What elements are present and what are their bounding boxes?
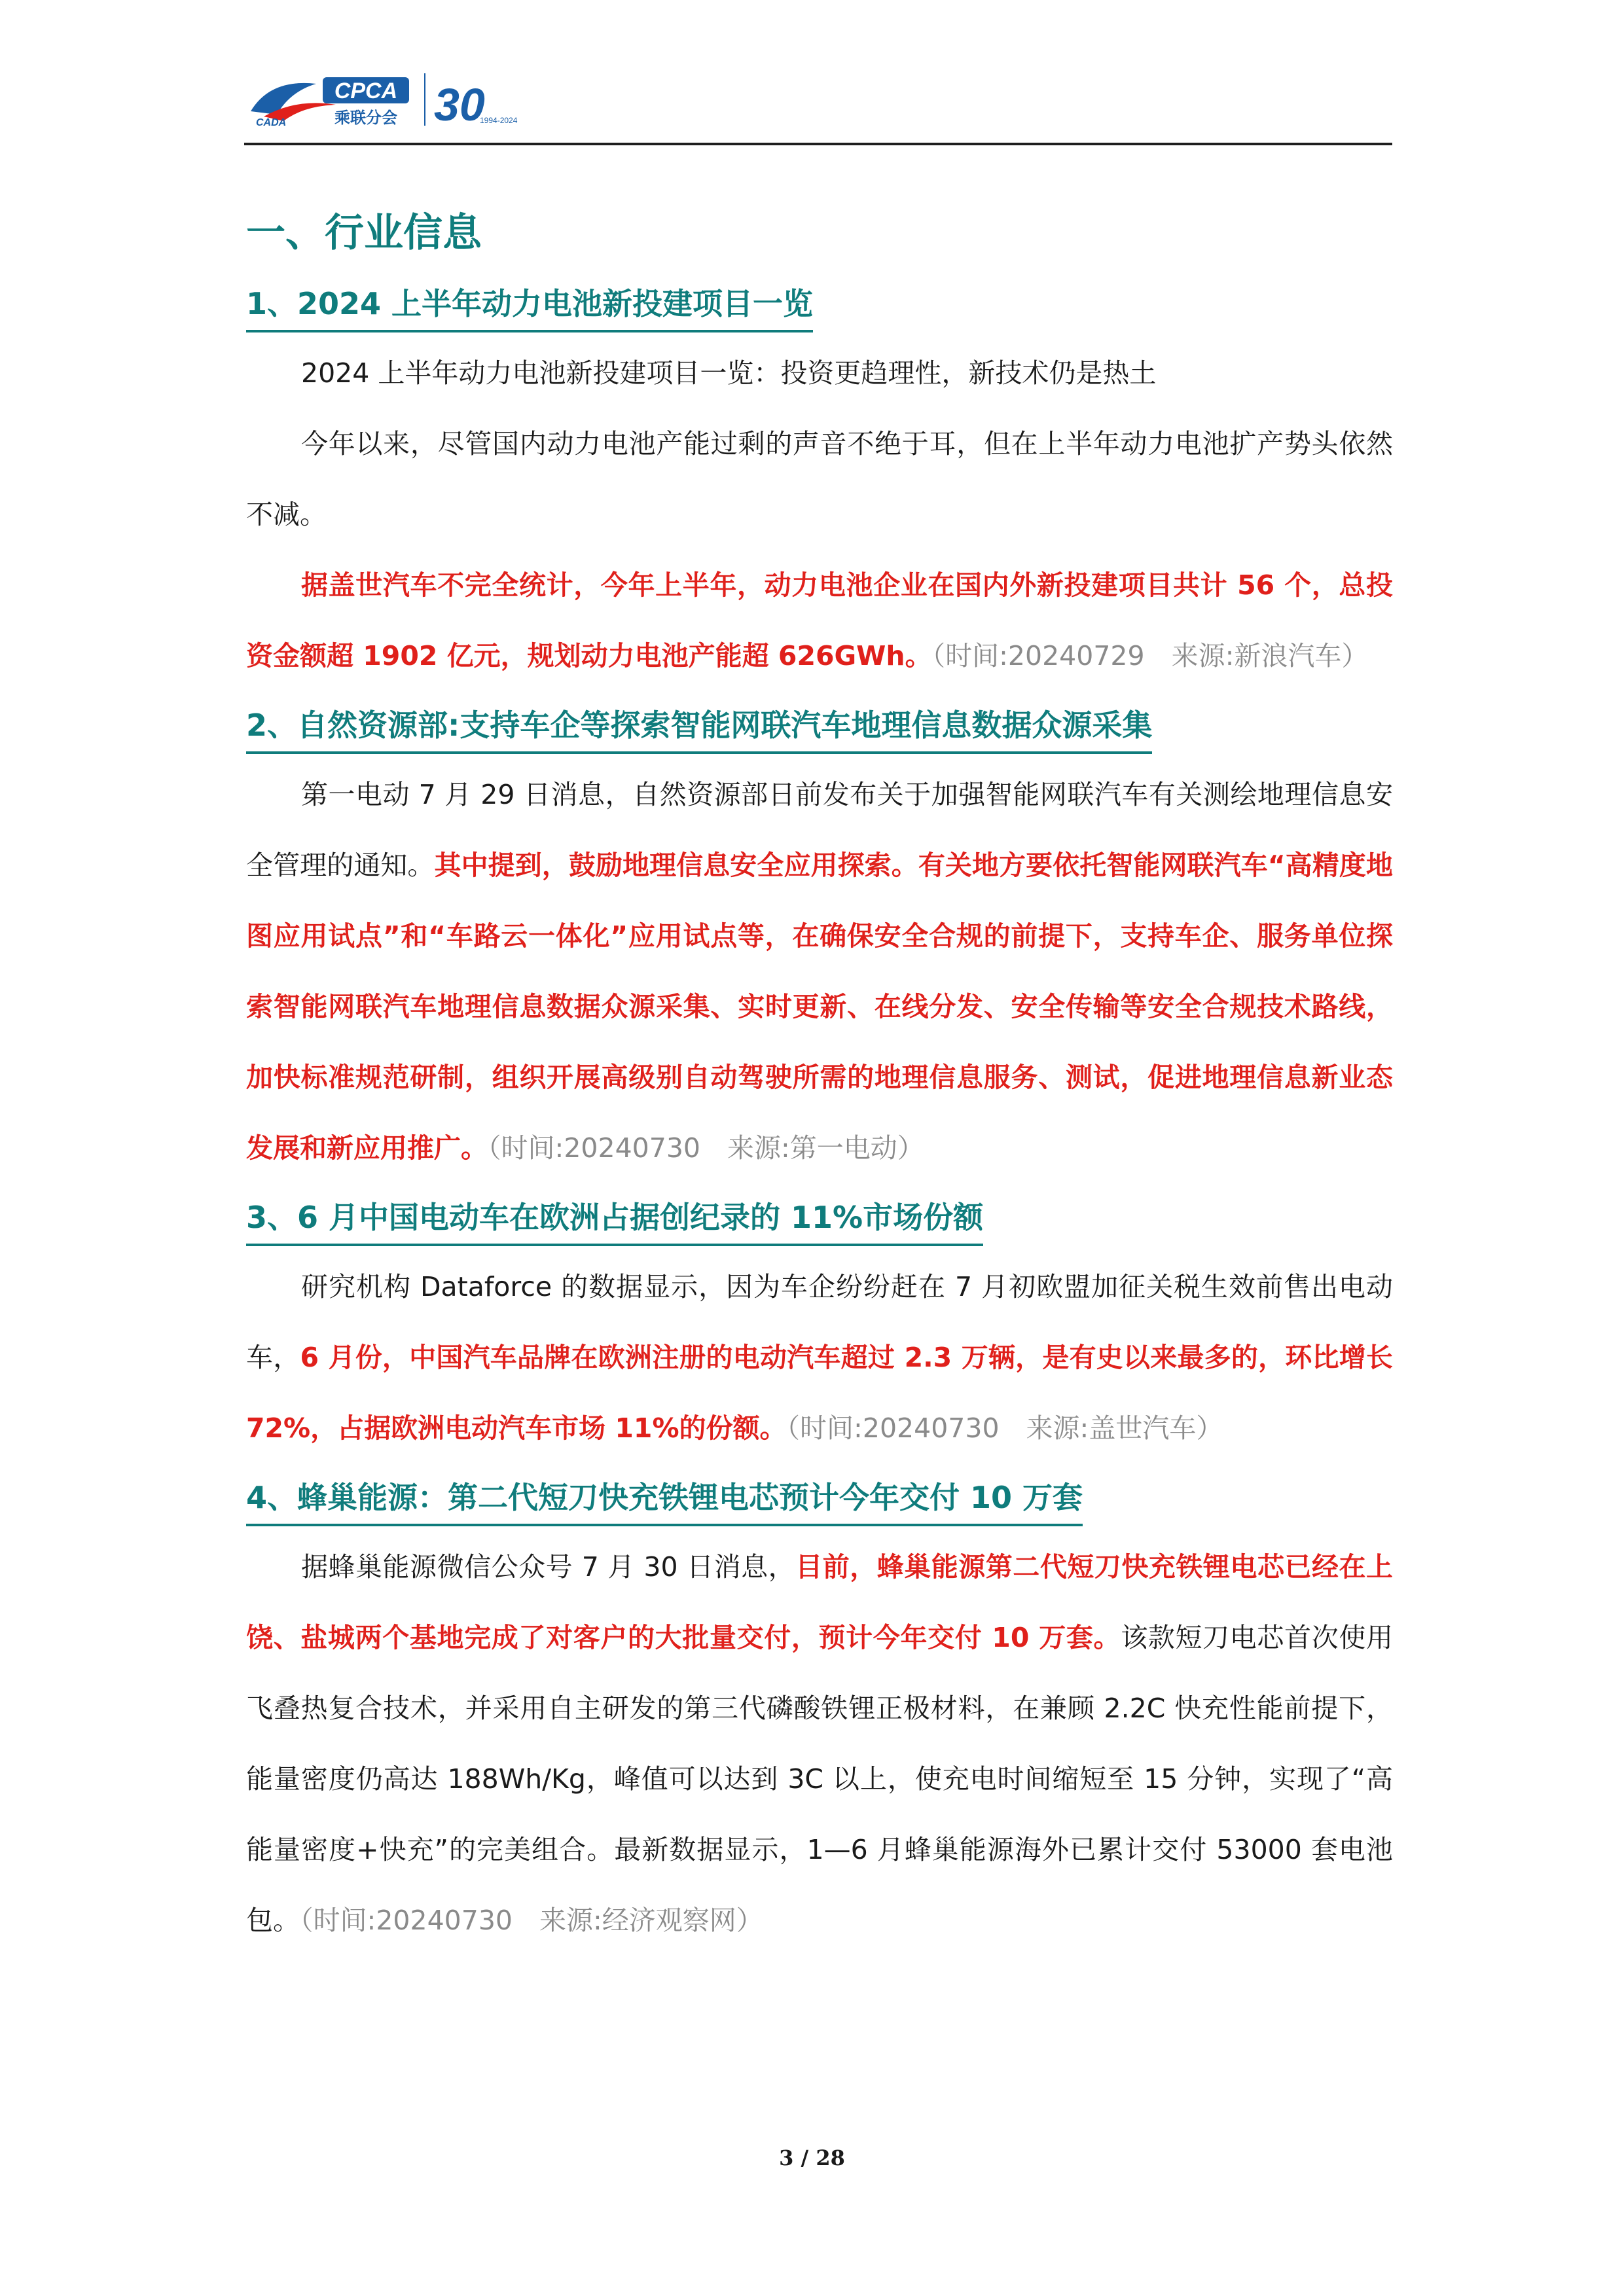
logo-cpca-text: CPCA	[334, 79, 398, 103]
article-4-para-1	[246, 1532, 1393, 1956]
page-content	[246, 196, 1393, 1956]
article-2-highlight: 其中提到，鼓励地理信息安全应用探索。有关地方要依托智能网联汽车“高精度地图应用试点”和“车路云一体化”应用试点等，在确保安全合规的前提下，支持车企、服务单位探索智能网联汽车地理信息数据众源采集、实时更新、在线分发、安全传输等安全合规技术路线，加快标准规范研制，组织开展高级别自动驾驶所需的地理信息服务、测试，促进地理信息新业态发展和新应用推广。	[246, 850, 1393, 1164]
logo-cada-text: CADA	[256, 117, 287, 128]
article-heading-wrap	[246, 1463, 1393, 1532]
page-number	[0, 2145, 1624, 2170]
article-heading-wrap	[246, 1183, 1393, 1251]
page-total: 28	[816, 2145, 845, 2170]
article-4-text: 据蜂巢能源微信公众号 7 月 30 日消息，	[301, 1551, 796, 1583]
logo-years-text: 1994-2024	[480, 116, 518, 125]
article-1-para-1-text: 2024 上半年动力电池新投建项目一览：投资更趋理性，新技术仍是热土	[301, 357, 1157, 389]
cpca-logo	[244, 65, 545, 131]
article-3-highlight: 6 月份，中国汽车品牌在欧洲注册的电动汽车超过 2.3 万辆，是有史以来最多的，环比增长 72%，占据欧洲电动汽车市场 11%的份额。	[246, 1342, 1394, 1444]
page-separator: /	[801, 2145, 809, 2170]
article-heading-wrap	[246, 270, 1393, 338]
article-3-source: （时间:20240730 来源:盖世汽车）	[786, 1412, 1223, 1444]
article-1-para-1	[246, 338, 1393, 408]
article-1-para-2	[246, 408, 1393, 550]
logo-30-text: 30	[434, 79, 485, 130]
article-1-para-3	[246, 550, 1393, 691]
page-current: 3	[779, 2145, 794, 2170]
logo-cn-text: 乘联分会	[334, 109, 397, 127]
article-4-text-2: 该款短刀电芯首次使用飞叠热复合技术，并采用自主研发的第三代磷酸铁锂正极材料，在兼顾 2.2C 快充性能前提下，能量密度仍高达 188Wh/Kg，峰值可以达到 3C 以上，使充电时间缩短至 15 分钟，实现了“高能量密度+快充”的完美组合。最新数据显示，1—6 月蜂巢能源海外已累计交付 53000 套电池包。	[246, 1622, 1393, 1936]
article-3-text: 研究机构 Dataforce 的数据显示，因为车企纷纷赶在 7 月初欧盟加征关税生效前售出电动车，	[246, 1271, 1393, 1373]
article-heading-3: 3、6 月中国电动车在欧洲占据创纪录的 11%市场份额	[246, 1191, 983, 1246]
article-4-source: （时间:20240730 来源:经济观察网）	[300, 1905, 763, 1936]
article-1-source: （时间:20240729 来源:新浪汽车）	[931, 640, 1369, 672]
page-header	[244, 65, 1391, 144]
article-1-highlight: 据盖世汽车不完全统计，今年上半年，动力电池企业在国内外新投建项目共计 56 个，总投资金额超 1902 亿元，规划动力电池产能超 626GWh。	[246, 569, 1393, 672]
header-divider	[244, 143, 1392, 145]
article-2-para-1	[246, 759, 1393, 1183]
article-2-source: （时间:20240730 来源:第一电动）	[488, 1132, 924, 1164]
article-heading-4: 4、蜂巢能源：第二代短刀快充铁锂电芯预计今年交付 10 万套	[246, 1471, 1083, 1526]
article-1-para-2-text: 今年以来，尽管国内动力电池产能过剩的声音不绝于耳，但在上半年动力电池扩产势头依然不减。	[246, 428, 1393, 530]
article-4-highlight: 目前，蜂巢能源第二代短刀快充铁锂电芯已经在上饶、盐城两个基地完成了对客户的大批量交付，预计今年交付 10 万套。	[246, 1551, 1394, 1653]
article-3-para-1	[246, 1251, 1393, 1463]
article-heading-wrap	[246, 691, 1393, 759]
article-2-text: 第一电动 7 月 29 日消息，自然资源部日前发布关于加强智能网联汽车有关测绘地理信息安全管理的通知。	[246, 779, 1393, 881]
section-title: 一、行业信息	[246, 210, 482, 256]
article-heading-1: 1、2024 上半年动力电池新投建项目一览	[246, 278, 813, 332]
article-heading-2: 2、自然资源部:支持车企等探索智能网联汽车地理信息数据众源采集	[246, 699, 1152, 754]
